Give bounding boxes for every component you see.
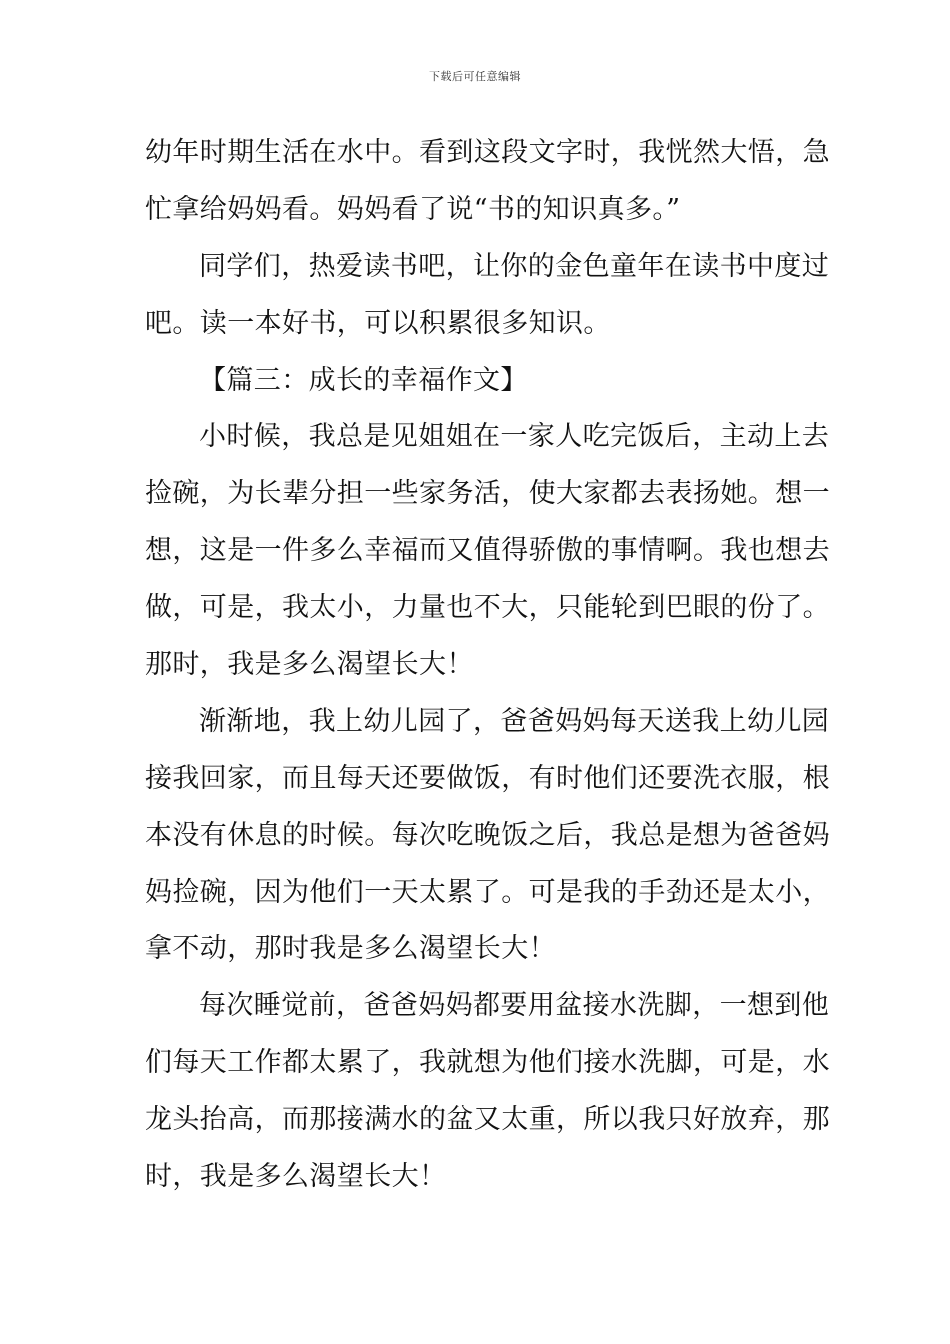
text-line: 接我回家，而且每天还要做饭，有时他们还要洗衣服，根 <box>145 762 830 794</box>
text-line: 想，这是一件多么幸福而又值得骄傲的事情啊。我也想去 <box>145 535 830 567</box>
text-line: 们每天工作都太累了，我就想为他们接水洗脚，可是，水 <box>145 1047 830 1079</box>
text-line: 拿不动，那时我是多么渴望长大！ <box>145 933 556 965</box>
text-line: 忙拿给妈妈看。妈妈看了说“书的知识真多。” <box>145 193 681 225</box>
text-line: 同学们，热爱读书吧，让你的金色童年在读书中度过 <box>199 250 830 282</box>
header-note: 下载后可任意编辑 <box>429 70 521 83</box>
text-line: 渐渐地，我上幼儿园了，爸爸妈妈每天送我上幼儿园 <box>199 705 830 737</box>
text-line: 幼年时期生活在水中。看到这段文字时，我恍然大悟，急 <box>145 137 830 168</box>
section-heading: 【篇三：成长的幸福作文】 <box>199 364 528 396</box>
text-line: 每次睡觉前，爸爸妈妈都要用盆接水洗脚，一想到他 <box>199 990 830 1022</box>
text-line: 做，可是，我太小，力量也不大，只能轮到巴眼的份了。 <box>145 592 830 624</box>
text-line: 小时候，我总是见姐姐在一家人吃完饭后，主动上去 <box>199 421 830 453</box>
text-line: 吧。读一本好书，可以积累很多知识。 <box>145 307 611 339</box>
document-body <box>145 125 830 1206</box>
text-line: 时，我是多么渴望长大！ <box>145 1161 447 1193</box>
text-line: 龙头抬高，而那接满水的盆又太重，所以我只好放弃，那 <box>145 1104 830 1136</box>
text-line: 捡碗，为长辈分担一些家务活，使大家都去表扬她。想一 <box>145 478 830 510</box>
text-line: 那时，我是多么渴望长大！ <box>145 649 474 681</box>
text-line: 本没有休息的时候。每次吃晚饭之后，我总是想为爸爸妈 <box>145 819 830 851</box>
text-line: 妈捡碗，因为他们一天太累了。可是我的手劲还是太小， <box>145 876 830 908</box>
